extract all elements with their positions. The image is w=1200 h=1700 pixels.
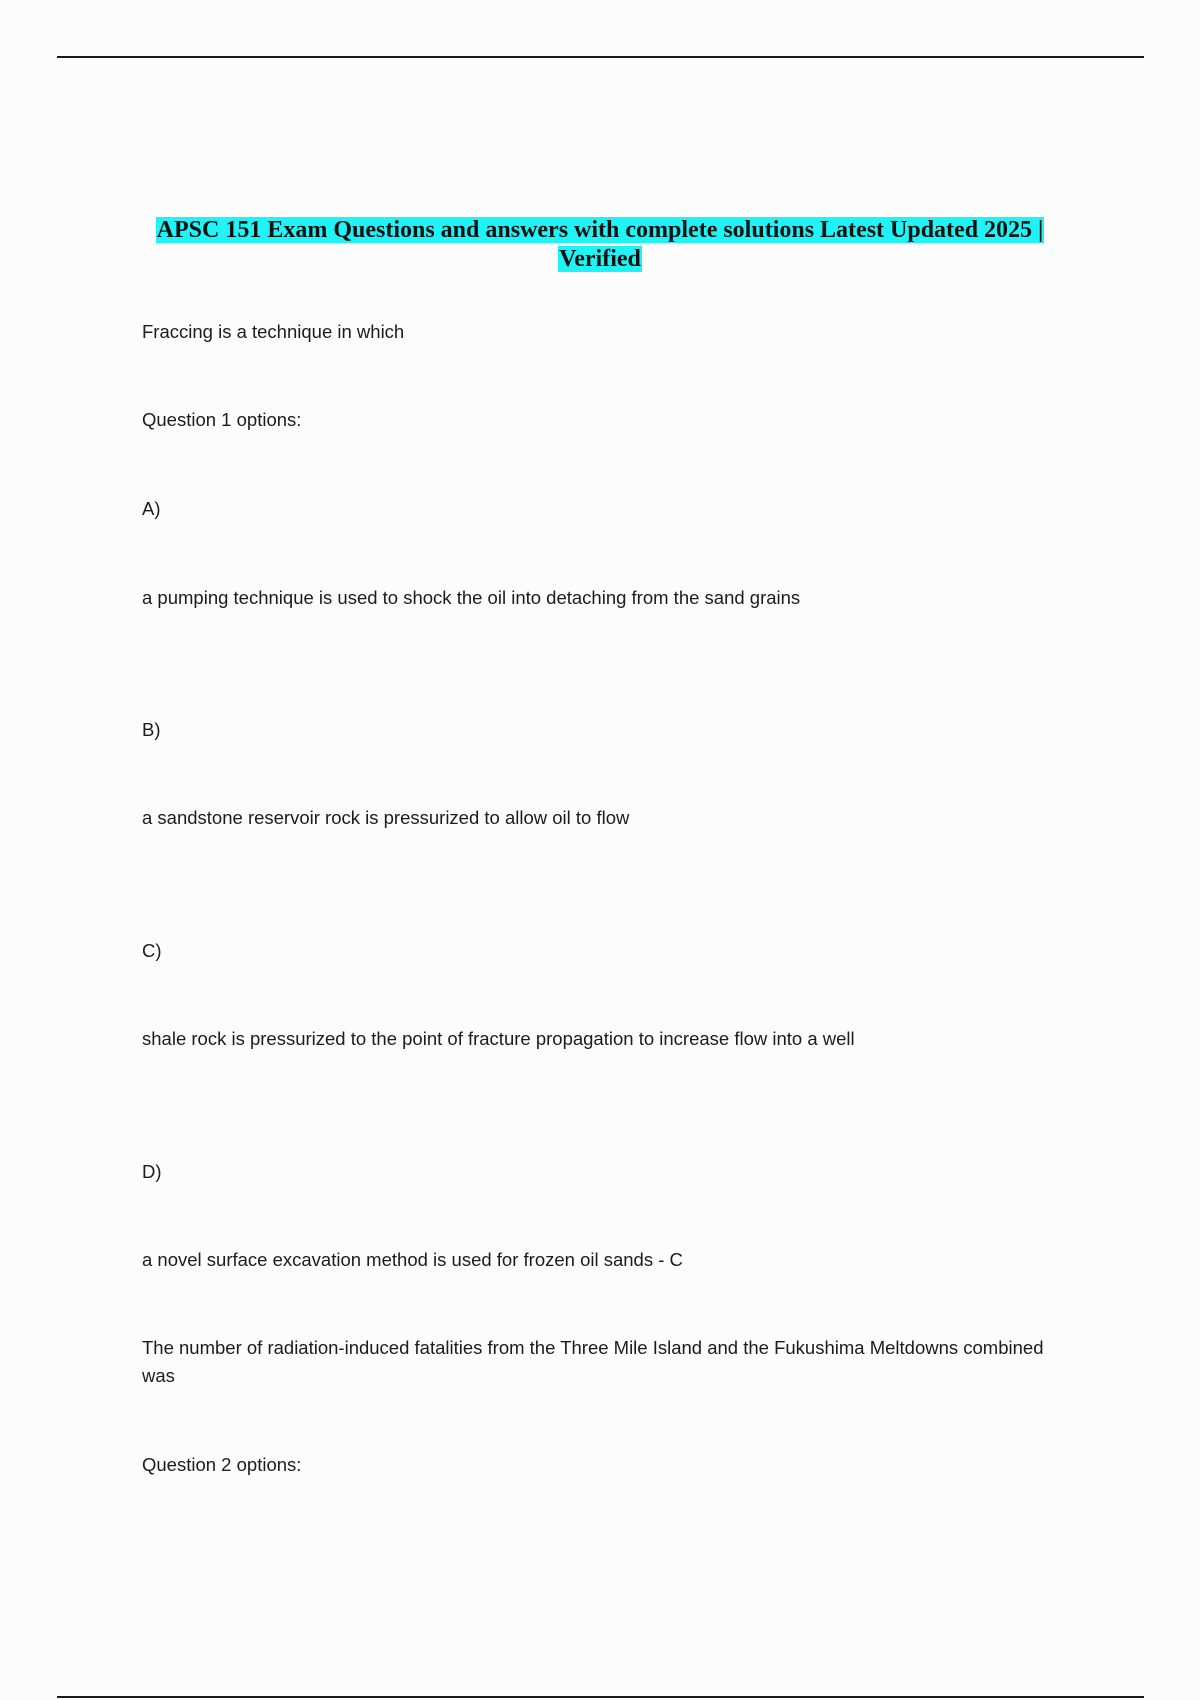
document-title	[100, 216, 1100, 274]
question-1-prompt: Fraccing is a technique in which	[142, 321, 405, 342]
question-2-prompt: The number of radiation-induced fatalities from the Three Mile Island and the Fukushima Meltdowns combined was	[142, 1337, 1044, 1386]
option-a-text: a pumping technique is used to shock the oil into detaching from the sand grains	[142, 587, 801, 608]
title-line-1: APSC 151 Exam Questions and answers with complete solutions Latest Updated 2025 |	[156, 217, 1044, 243]
question-1-options-label: Question 1 options:	[142, 409, 302, 430]
option-d-text: a novel surface excavation method is used for frozen oil sands - C	[142, 1249, 683, 1270]
option-b-text: a sandstone reservoir rock is pressurized to allow oil to flow	[142, 807, 630, 828]
option-a-letter: A)	[142, 498, 161, 519]
footer-rule	[57, 1696, 1144, 1698]
header-rule	[57, 56, 1144, 58]
question-2-options-label: Question 2 options:	[142, 1454, 302, 1475]
option-c-letter: C)	[142, 940, 162, 961]
option-c-text: shale rock is pressurized to the point of fracture propagation to increase flow into a well	[142, 1028, 855, 1049]
title-line-2: Verified	[559, 246, 641, 272]
option-b-letter: B)	[142, 719, 161, 740]
option-d-letter: D)	[142, 1161, 162, 1182]
